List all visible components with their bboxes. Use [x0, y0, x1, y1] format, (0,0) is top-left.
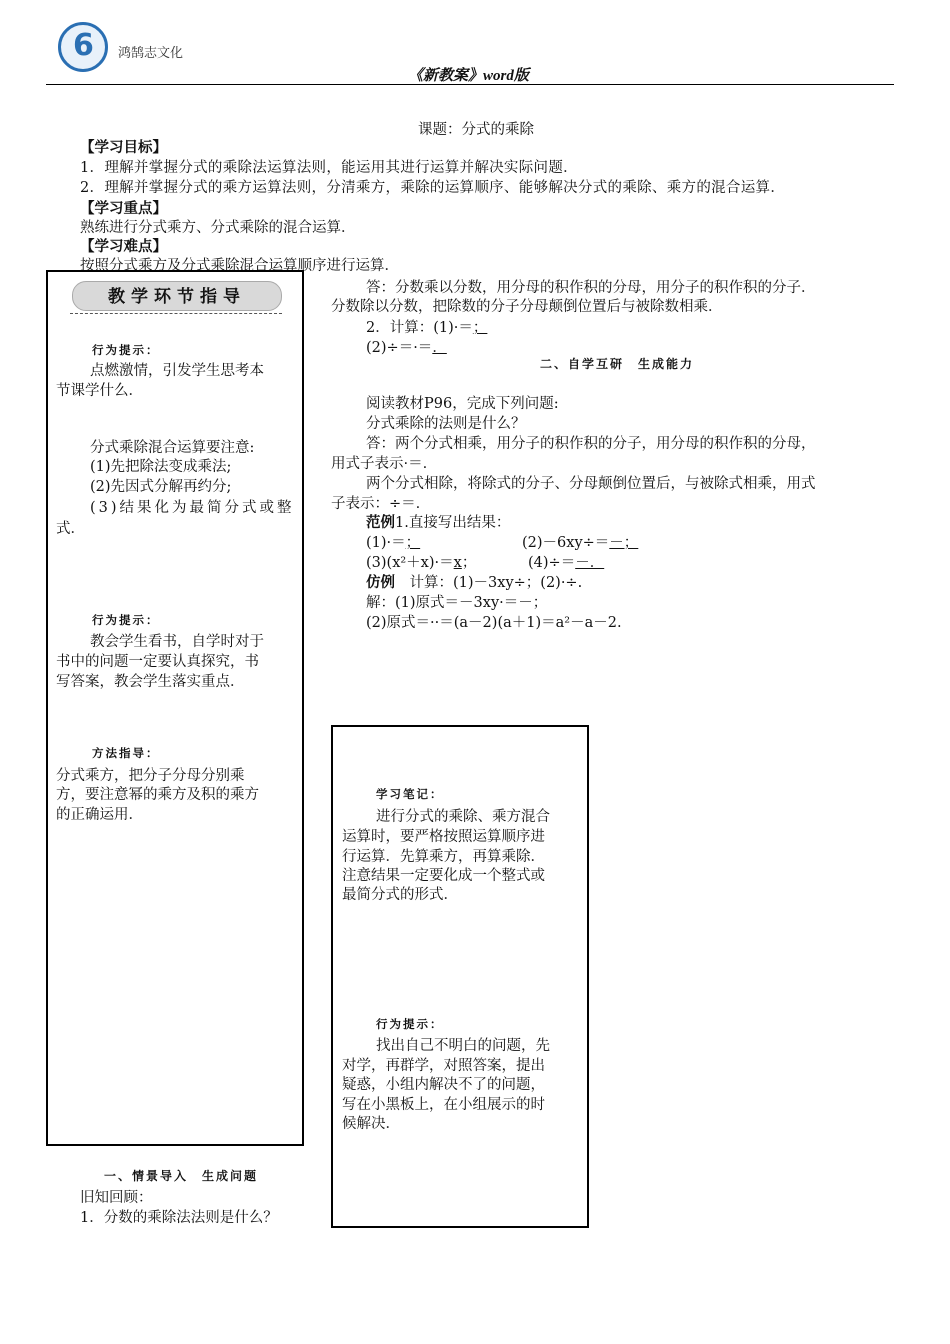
hint2-line: 书中的问题一定要认真探究，书 [56, 654, 259, 670]
method-line: 方，要注意幂的乘方及积的乘方 [56, 787, 259, 803]
objective-2: 2．理解并掌握分式的乘方运算法则，分清乘方，乘除的运算顺序、能够解决分式的乘除、乘方的混合运算． [80, 180, 786, 196]
rule-answer-line1: 答：两个分式相乘，用分子的积作积的分子，用分母的积作积的分母， [366, 436, 816, 452]
key-points-text: 熟练进行分式乘方、分式乘除的混合运算． [80, 220, 356, 236]
example-1 [366, 531, 420, 552]
notes-title: 学习笔记： [376, 787, 444, 801]
brand-name: 鸿鹄志文化 [118, 46, 184, 61]
logo [58, 22, 108, 72]
solution-1: 解：(1)原式＝－3xy·＝－； [366, 595, 548, 611]
hint2-title: 行为提示： [92, 613, 160, 627]
lesson-title: 课题：分式的乘除 [418, 122, 534, 138]
objectives-heading: 【学习目标】 [80, 140, 167, 156]
hint1-line: 节课学什么． [56, 383, 143, 399]
objective-1: 1．理解并掌握分式的乘除法运算法则，能运用其进行运算并解决实际问题． [80, 160, 578, 176]
example-2-text: (2)－6xy÷＝ [522, 535, 610, 551]
mix-line: (3)结果化为最简分式或整 [90, 500, 295, 516]
question2 [366, 316, 487, 337]
example-3-text: (3)(x²＋x)·＝ [366, 555, 454, 571]
hint1-line: 点燃激情，引发学生思考本 [90, 363, 264, 379]
header-rule [46, 84, 894, 85]
hint2-line: 教会学生看书，自学时对于 [90, 634, 264, 650]
example-4-text: (4)÷＝ [528, 555, 576, 571]
section2-title: 二、自学互研 生成能力 [540, 357, 695, 371]
header-title: 《新教案》word版 [408, 68, 529, 84]
difficulties-heading: 【学习难点】 [80, 239, 167, 255]
example-2-answer: －； [609, 535, 639, 551]
notes-hint-line: 疑惑，小组内解决不了的问题， [342, 1077, 545, 1093]
hint2-line: 写答案，教会学生落实重点． [56, 674, 245, 690]
notes-line: 最简分式的形式． [342, 887, 458, 903]
notes-hint-title: 行为提示： [376, 1017, 444, 1031]
method-title: 方法指导： [92, 746, 160, 760]
solution-2: (2)原式＝··＝(a－2)(a＋1)＝a²－a－2. [366, 615, 622, 631]
notes-hint-line: 找出自己不明白的问题，先 [376, 1038, 550, 1054]
question2-text: 2．计算：(1)·＝ [366, 320, 473, 336]
method-line: 的正确运用． [56, 807, 143, 823]
mix-line: 式． [56, 521, 85, 537]
example-3 [366, 551, 476, 572]
banner-divider [70, 313, 282, 314]
reading-instruction: 阅读教材P96，完成下列问题: [366, 396, 559, 412]
question3: 分式乘除的法则是什么？ [366, 416, 526, 432]
logo-mark: 6 [73, 28, 94, 63]
example-4-answer: －． [575, 555, 605, 571]
example-heading [366, 511, 510, 532]
method-line: 分式乘方，把分子分母分别乘 [56, 768, 245, 784]
example-text: 1.直接写出结果： [395, 515, 511, 531]
notes-hint-line: 对学，再群学，对照答案，提出 [342, 1058, 545, 1074]
review-label: 旧知回顾： [80, 1190, 153, 1206]
hint1-title: 行为提示： [92, 343, 160, 357]
example-2 [522, 531, 638, 552]
imitation [366, 571, 582, 592]
mix-line: (1)先把除法变成乘法; [90, 459, 232, 475]
rule-answer-line2: 用式子表示·＝. [331, 456, 428, 472]
key-points-heading: 【学习重点】 [80, 201, 167, 217]
notes-hint-line: 写在小黑板上，在小组展示的时 [342, 1097, 545, 1113]
notes-line: 进行分式的乘除、乘方混合 [376, 809, 550, 825]
question2b [366, 336, 447, 357]
imitation-label: 仿例 [366, 575, 395, 591]
notes-line: 行运算．先算乘方，再算乘除． [342, 849, 545, 865]
notes-hint-line: 候解决． [342, 1116, 400, 1132]
answer1-line2: 分数除以分数，把除数的分子分母颠倒位置后与被除数相乘． [331, 299, 723, 315]
question2-answer: ； [472, 320, 488, 336]
guide-banner: 教学环节指导 [72, 281, 282, 311]
example-3-tail: ； [461, 555, 477, 571]
mix-line: (2)先因式分解再约分; [90, 479, 232, 495]
rule-answer-line3: 两个分式相除，将除式的分子、分母颠倒位置后，与被除式相乘，用式 [366, 476, 816, 492]
study-notes-box [331, 725, 589, 1228]
difficulties-text: 按照分式乘方及分式乘除混合运算顺序进行运算． [80, 258, 399, 274]
answer1-line1: 答：分数乘以分数，用分母的积作积的分母，用分子的积作积的分子． [366, 280, 816, 296]
guide-sidebar [46, 270, 304, 1146]
rule-answer-line4: 子表示：÷＝. [331, 496, 421, 512]
example-3-answer: x [453, 555, 462, 571]
notes-line: 注意结果一定要化成一个整式或 [342, 868, 545, 884]
example-1-text: (1)·＝ [366, 535, 406, 551]
example-4 [528, 551, 604, 572]
notes-line: 运算时，要严格按照运算顺序进 [342, 829, 545, 845]
imitation-text: 计算：(1)－3xy÷；(2)·÷. [409, 575, 583, 591]
question2b-text: (2)÷＝·＝ [366, 340, 433, 356]
example-label: 范例 [366, 515, 395, 531]
question2b-answer: ． [432, 340, 447, 356]
section1-title: 一、情景导入 生成问题 [104, 1169, 259, 1183]
review-q1: 1．分数的乘除法法则是什么？ [80, 1210, 278, 1226]
example-1-answer: ； [405, 535, 421, 551]
mix-line: 分式乘除混合运算要注意: [90, 440, 255, 456]
